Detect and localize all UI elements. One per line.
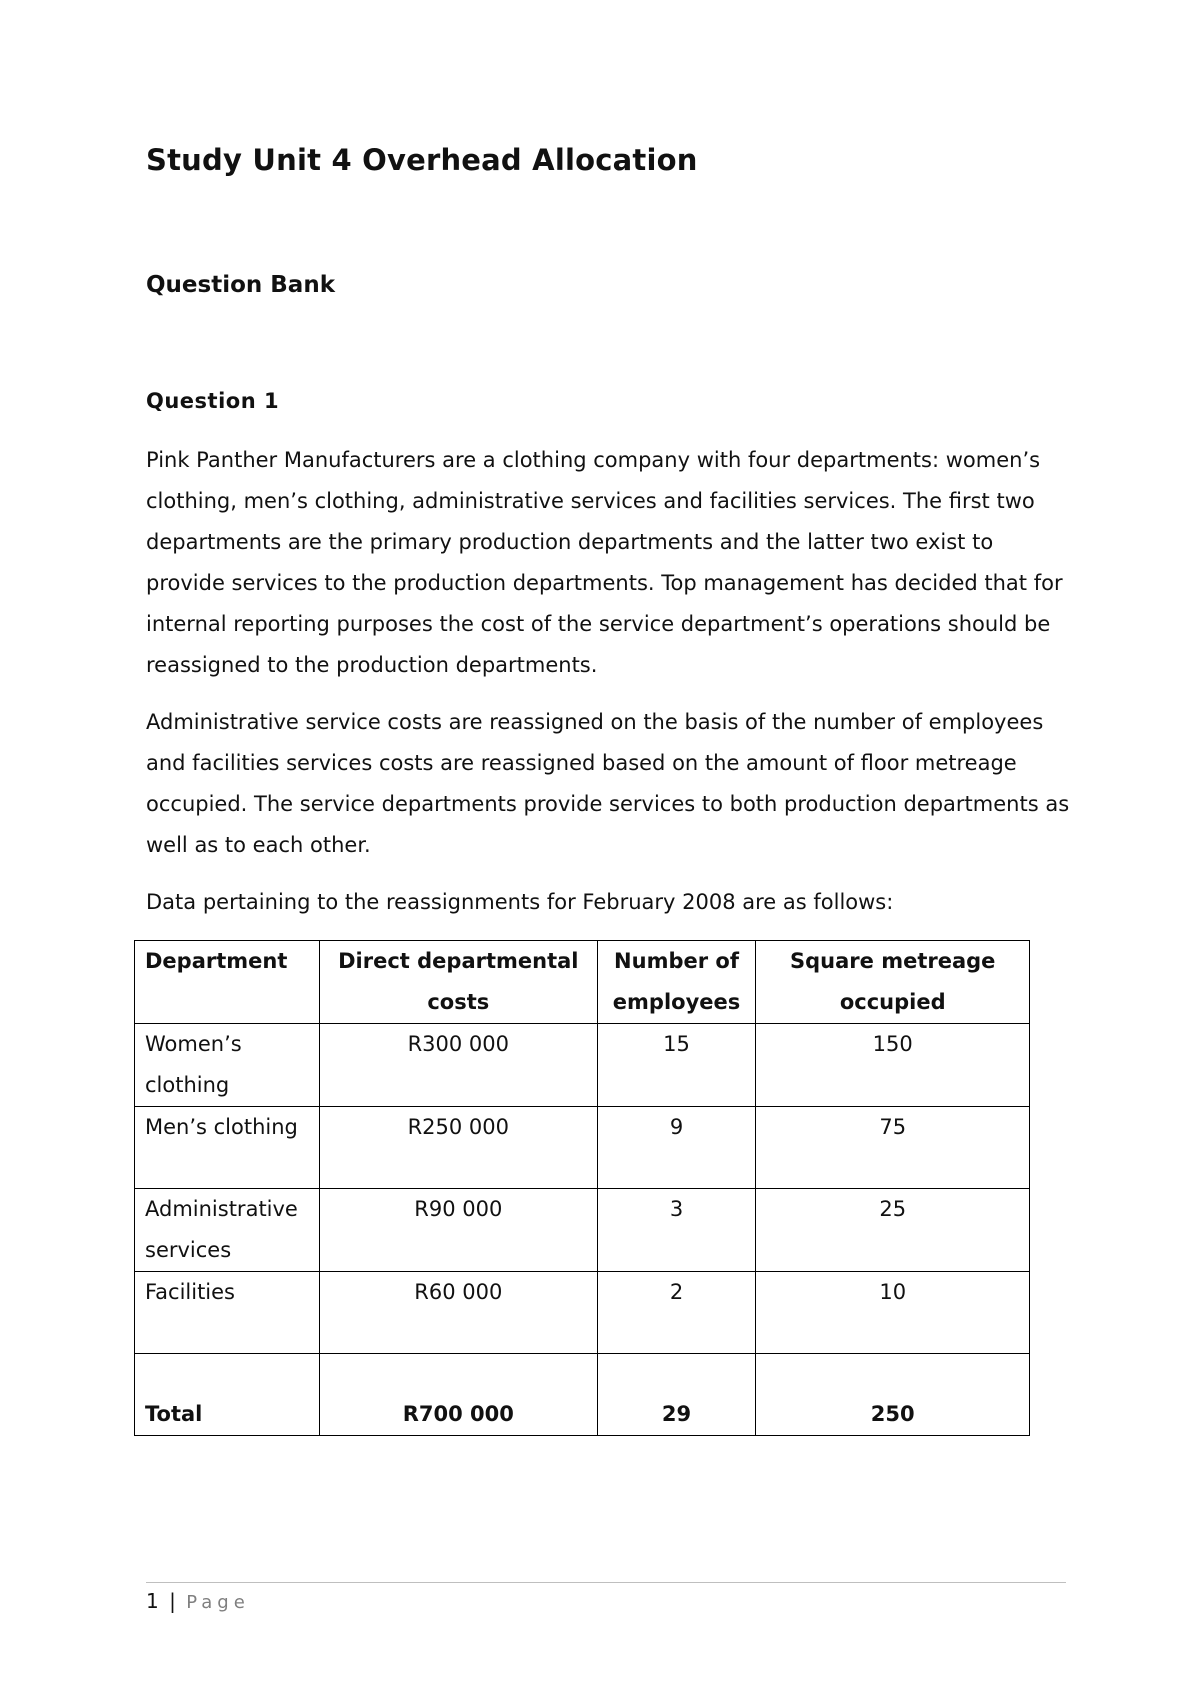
header-employees: Number of employees bbox=[597, 941, 756, 1024]
cell-employees: 3 bbox=[597, 1189, 756, 1272]
cell-square: 10 bbox=[756, 1272, 1030, 1354]
header-square-metreage: Square metreage occupied bbox=[756, 941, 1030, 1024]
cell-square: 25 bbox=[756, 1189, 1030, 1272]
cell-employees: 2 bbox=[597, 1272, 756, 1354]
cell-costs: R250 000 bbox=[320, 1107, 598, 1189]
paragraph-reassignment-basis: Administrative service costs are reassigned on the basis of the number of employees and facilities services costs are reassigned based on the amount of floor metreage occupied. The service departments provide services to both production departments as well as to each other. bbox=[146, 710, 1070, 857]
cell-employees: 9 bbox=[597, 1107, 756, 1189]
document-title: Study Unit 4 Overhead Allocation bbox=[146, 143, 698, 177]
paragraph-intro: Pink Panther Manufacturers are a clothing company with four departments: women’s clothing, men’s clothing, administrative services and facilities services. The first two departments are the primary production departments and the latter two exist to provide services to the production departments. Top management has decided that for internal reporting purposes the cost of the service department’s operations should be reassigned to the production departments. bbox=[146, 448, 1063, 677]
cell-square: 150 bbox=[756, 1024, 1030, 1107]
cell-department: Administrative services bbox=[135, 1189, 320, 1272]
cell-employees: 15 bbox=[597, 1024, 756, 1107]
cell-total-label: Total bbox=[135, 1354, 320, 1436]
section-subtitle: Question Bank bbox=[146, 272, 335, 298]
cell-total-square: 250 bbox=[756, 1354, 1030, 1436]
cell-costs: R300 000 bbox=[320, 1024, 598, 1107]
page-label: Page bbox=[186, 1592, 250, 1613]
cell-department: Men’s clothing bbox=[135, 1107, 320, 1189]
question-body bbox=[146, 440, 1076, 939]
cell-costs: R90 000 bbox=[320, 1189, 598, 1272]
footer-divider bbox=[146, 1582, 1066, 1583]
cell-total-employees: 29 bbox=[597, 1354, 756, 1436]
footer-separator: | bbox=[169, 1589, 176, 1613]
header-direct-costs: Direct departmental costs bbox=[320, 941, 598, 1024]
header-department: Department bbox=[135, 941, 320, 1024]
page-footer bbox=[146, 1589, 250, 1613]
page-number: 1 bbox=[146, 1589, 159, 1613]
paragraph-data-intro: Data pertaining to the reassignments for February 2008 are as follows: bbox=[146, 890, 894, 914]
cell-department: Women’s clothing bbox=[135, 1024, 320, 1107]
department-data-table bbox=[134, 940, 1030, 1436]
table-row bbox=[135, 1189, 1030, 1272]
table-row bbox=[135, 1024, 1030, 1107]
table-row bbox=[135, 1272, 1030, 1354]
cell-costs: R60 000 bbox=[320, 1272, 598, 1354]
cell-department: Facilities bbox=[135, 1272, 320, 1354]
cell-total-costs: R700 000 bbox=[320, 1354, 598, 1436]
table-header-row bbox=[135, 941, 1030, 1024]
table-total-row bbox=[135, 1354, 1030, 1436]
question-heading: Question 1 bbox=[146, 389, 280, 413]
table-row bbox=[135, 1107, 1030, 1189]
cell-square: 75 bbox=[756, 1107, 1030, 1189]
